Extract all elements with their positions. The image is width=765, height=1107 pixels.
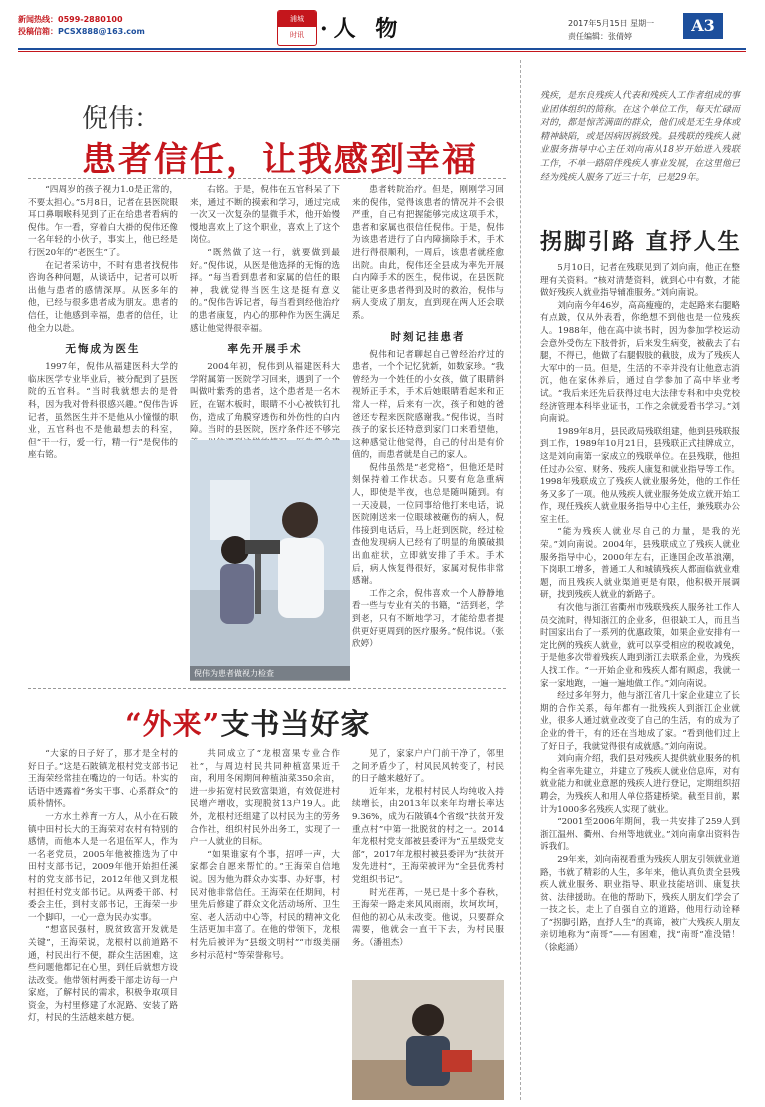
secretary-photo-illustration [352, 980, 504, 1100]
paragraph: 患者转院治疗。但是，刚刚学习回来的倪伟，觉得该患者的情况并不会很严重，自己有把握能够完成这项手术，患者和家属也很信任倪伟。于是，倪伟为该患者进行了白内障摘除手术，手术进行得很顺利，一周后，该患者就痊愈出院。由此，倪伟还全县成为率先开展白内障手术的医生，倪伟说，在县医院能让更多患者得到及时的救治，倪伟与病人变成了朋友，直到现在两人还会联系。 [352, 185, 504, 321]
paragraph: 一方水土养育一方人，从小在石陂镇中田村长大的王海荣对农村有特别的感情，而他本人是一名退伍军人，作为一名老党员，2005年他被推选为了中田村支部书记，2009年他开始担任溪村的党支部书记，2012年他又到龙根村担任村党支部书记。从两委干部、村委会主任，到村支部书记，王海荣一步一个脚印，一心一意为民办实事。 [28, 811, 178, 923]
paragraph: 倪伟虽然是“老党格”，但他还是时刻保持着工作状态。只要有危急重病人，即使是半夜，也总是随叫随到。有一天凌晨，一位同事给他打来电话，说医院刚送来一位眼球被砸伤的病人，倪伟接到电话后，马上赶到医院，经过检查他发现病人已经有了明显的角膜破损出血症状，立即就安排了手术。手术后，病人恢复得很好，家属对倪伟非常感谢。 [352, 462, 504, 587]
badge-bottom: 时讯 [278, 27, 316, 43]
paragraph: 1997年，倪伟从福建医科大学的临床医学专业毕业后，被分配到了县医院的五官科。“当时我就想去的是骨科，因为我对骨科很感兴趣。”倪伟告诉记者，虽然医生并不是他从小憧憬的职业，五官科也不是他最想去的科室，但“干一行，爱一行，精一行”是倪伟的座右铭。 [28, 362, 178, 461]
story2-headline-rest: 支书当好家 [220, 707, 371, 741]
hotline-label: 新闻热线： [18, 15, 58, 24]
subheading: 无悔成为医生 [65, 343, 141, 356]
header-meta [568, 17, 654, 43]
mail-label: 投稿信箱： [18, 27, 58, 36]
paragraph: “既然做了这一行，就要做到最好。”倪伟说，从医是他选择的无悔的选择。“每当看到患者和家属的信任的眼神，我就觉得当医生这是挺有意义的。”倪伟告诉记者，每当看到经他治疗的患者康复，内心的那种作为医生满足感让他觉得很幸福。 [190, 247, 340, 334]
subheading: 时刻记挂患者 [390, 330, 466, 343]
subheading: 率先开展手术 [227, 343, 303, 356]
paragraph: 刘向南今年46岁，高高瘦瘦的，走起路来右腿略有点跛，仅从外表看，你绝想不到他也是一位残疾人。1988年，他在高中读书时，因为参加学校运动会意外受伤左下肢骨折，后来发生病变，被截去了右腿，不得已，他做了右腿假肢的截肢，成为了残疾人大军中的一员。但是，生活的不幸并没有让他意志消沉，他在家休养后，通过自学参加了高中毕业考试。“我后来还先后获得过电大法律专科和中央党校经济管理本科毕业证书，工作之余就爱看书学习。”刘向南说。 [540, 300, 740, 425]
paragraph: 右铭。于是，倪伟在五官科呆了下来，通过不断的摸索和学习，通过完成一次又一次复杂的显微手术，他开始慢慢地喜欢上了这个职业，喜欢上了这个岗位。 [190, 185, 340, 246]
date-line: 2017年5月15日 星期一 [568, 19, 655, 28]
paragraph: “想富民强村，脱贫致富开发就是关键”，王海荣说，龙根村以前道路不通，村民出行不便，群众生活困难，这些问题他都记在心里，到任后就想方设法改变。他带领村两委干部走访每一户家庭，了解村民的需求，积极争取项目资金，为村里修建了水泥路、安装了路灯，村民的生活越来越方便。 [28, 925, 178, 1024]
hotline-value: 0599-2880100 [58, 15, 123, 24]
paragraph: 时光荏苒，一晃已是十多个春秋，王海荣一路走来风风雨雨，坎坷坎坷，但他的初心从未改变。他说，只要群众需要，他就会一直干下去，为村民服务。（潘祖杰） [352, 887, 504, 948]
story3-intro: 残疾，是东良残疾人代表和残疾人工作者组成的事业团体组织的简称。在这个单位工作，每天忙碌而对的，都是惊苦满面的群众，他们成是无生身体或精神缺陷，或是因病因祸致残。县残联的残疾人就业服务指导中心主任刘向南从18岁开始进入残联工作，不单一路陪伴残疾人事业发展，在这里他已经为残疾人服务了近三十年，已是29年。 [540, 91, 740, 183]
story2-column-1 [28, 748, 178, 1025]
paragraph: 29年来，刘向南视看重为残疾人朋友引领就业道路，书就了精彩的人生，多年来，他认真负责全县残疾人就业服务、职业指导、职业技能培训、康复扶贫、法律援助。在他的帮助下，残疾人朋友们学会了一技之长，走上了自强自立的道路，他用行动诠释了“拐脚引路，直抒人生”的真谛，被广大残疾人朋友亲切地称为“南哥”——有困难，找“南哥”准没错！（徐彪涌） [540, 854, 740, 954]
paragraph: 5月10日，记者在残联见到了刘向南，他正在整理有关资料。“核对清楚资料，就到心中有数，才能做好残疾人就业指导辅准服务。”刘向南说。 [540, 263, 740, 299]
story2-headline [125, 702, 370, 743]
section-title: ·人 物 [320, 16, 404, 42]
paragraph: “如果谁家有个事，招呼一声，大家都会自愿来帮忙的。”王海荣自信地说。因为他为群众办实事、办好事，村民对他非常信任。王海荣在任期间，村里先后修建了群众文化活动场所、卫生室、老人活动中心等，村民的精神文化生活更加丰富了。在他的带领下，龙根村先后被评为“县级文明村”“市级美丽乡村示范村”等荣誉称号。 [190, 849, 340, 961]
paragraph: “能为残疾人就业尽自己的力量，是我的光荣。”刘向南说。2004年，县残联成立了残疾人就业服务指导中心，2000年左右，正逢国企改革浪潮，下岗职工增多，普通工人和城镇残疾人都面临就业难题，而且残疾人就业渠道更是有限，他积极开展调研，找到残疾人就业的新路子。 [540, 527, 740, 601]
story3-column [540, 262, 740, 955]
paragraph: 1989年8月，县民政局残联组建，他到县残联报到工作，1989年10月21日，县残联正式挂牌成立，这是刘向南第一家成立的残联单位。在县残联，他担任过办公室、财务、残疾人康复和就业指导等工作。1998年残联成立了残疾人就业服务处，他的工作任务又多了一项。他从残疾人就业服务处成立就开始工作，现任残疾人就业服务指导中心主任，兼残联办公室主任。 [540, 426, 740, 525]
story1-rule [28, 178, 506, 179]
story1-column-2 [190, 184, 340, 462]
story2-column-2 [190, 748, 340, 962]
paragraph: 有次他与浙江省衢州市残联残疾人服务社工作人员交流时，得知浙江的企业多，但很缺工人，而且当时国家出台了一系列的优惠政策，如果企业安排有一定比例的残疾人就业，就可以享受相应的税收减免，于是他多次带着残疾人跑到浙江去联系企业，为残疾人找工作。“一开始企业和残疾人都有顾虑，我就一家一家地跑，一遍一遍地做工作。”刘向南说。 [540, 603, 740, 689]
header-rule-red [18, 51, 746, 52]
page-number: A3 [683, 13, 723, 39]
column-divider [520, 60, 521, 1100]
story3-headline: 拐脚引路 直抒人生 [540, 229, 742, 255]
mail-value: PCSX888@163.com [58, 27, 145, 36]
paragraph: 在记者采访中，不时有患者找倪伟咨询各种问题，从谈话中，记者可以听出他与患者的感情深厚。从医多年的他，已经与很多患者成为朋友。患者的信任，让他感到幸福，患者的信任，让他全力以赴。 [28, 260, 178, 334]
header-rule [18, 48, 746, 50]
photo-caption: 倪伟为患者做视力检查 [190, 666, 350, 681]
masthead-badge [277, 10, 317, 46]
paragraph: “四周岁的孩子视力1.0是正常的，不要太担心。”5月8日，记者在县医院眼耳口鼻咽喉科见到了正在给患者看病的倪伟。乍一看，穿着白大褂的倪伟还像一名年轻的小伙子，事实上，他已经是行医20年的“老医生”了。 [28, 185, 178, 258]
story1-kicker: 倪伟： [82, 104, 161, 134]
secretary-photo [352, 980, 504, 1100]
paragraph: 共同成立了“龙根富果专业合作社”，与周边村民共同种植富果近千亩，利用冬闲期间种植油菜350余亩，进一步拓宽村民致富渠道，有效促进村民增产增收，实现脱贫13户19人。此外，龙根村还组建了以村民为主的劳务合作社，组织村民外出务工，实现了一户一人就业的目标。 [190, 749, 340, 848]
story2-headline-quoted: “外来” [125, 707, 221, 741]
doctor-photo [190, 440, 350, 680]
paragraph: 见了，家家户户门前干净了，邻里之间矛盾少了，村风民风转变了，村民的日子越来越好了。 [352, 749, 504, 785]
story2-column-3 [352, 748, 504, 950]
story1-column-1 [28, 184, 178, 462]
story2-rule [28, 688, 506, 689]
paragraph: 刘向南介绍，我们县对残疾人提供就业服务的机构全省率先建立，并建立了残疾人就业信息库，对有就业能力和就业意愿的残疾人进行登记，定期组织招聘会，为残疾人和用人单位搭建桥梁。截至目前，累计为1000多名残疾人实现了就业。 [540, 754, 740, 815]
paragraph: 经过多年努力，他与浙江省几十家企业建立了长期的合作关系，每年都有一批残疾人到浙江企业就业，很多人通过就业改变了自己的生活，有的成为了企业的骨干，有的还在当地成了家。“看到他们过上了好日子，我就觉得很有成就感。”刘向南说。 [540, 691, 740, 752]
paragraph: 2004年初，倪伟到从福建医科大学附属第一医院学习回来，遇到了一个叫做叶紫秀的患者，这个患者是一名木匠，在锯木板时，眼睛不小心被铁钉扎伤，造成了角膜穿透伤和外伤性的白内障。当时的县医院，医疗条件还不够完 [190, 362, 340, 436]
paragraph: 倪伟和记者聊起自己曾经治疗过的患者，一个个记忆犹新，如数家珍。“我曾经为一个姓任的小女孩，做了眼睛斜视矫正手术，手术后她眼睛看起来和正常人一样，后来有一次，孩子和她的爸爸还专程来医院感谢我。”倪伟说，当时孩子的家长还特意到家门口来看望他，这种感觉让他觉得，自己的付出是有价值的，而患者就是自己的家人。 [352, 349, 504, 461]
story1-headline: 患者信任，让我感到幸福 [82, 140, 478, 180]
story1-column-3 [352, 184, 504, 651]
paragraph: 工作之余，倪伟喜欢一个人静静地看一些与专业有关的书籍，“活到老，学到老，只有不断地学习，才能给患者提供更好更周到的医疗服务。”倪伟说。（张欣婷） [352, 588, 504, 650]
badge-top: 浦城 [278, 11, 316, 27]
header-contact [18, 14, 145, 38]
paragraph: “2001至2006年期间，我一共安排了259人到浙江温州、衢州、台州等地就业。”刘向南拿出资料告诉我们。 [540, 817, 740, 853]
paragraph: “大家的日子好了，那才是全村的好日子。”这是石陂镇龙根村党支部书记王海荣经常挂在嘴边的一句话。朴实的话语中透露着“务实干事、心系群众”的质朴情怀。 [28, 749, 178, 810]
editor-line: 责任编辑：张倩婷 [568, 32, 632, 41]
paragraph: 近年来，龙根村村民人均纯收入持续增长，由2013年以来年均增长率达9.36%，成为石陂镇4个省级“扶贫开发重点村”中第一批脱贫的村之一。2014年龙根村党支部被县委评为“五星级党支部”，2017年龙根村被县委评为“扶贫开发先进村”，王海荣被评为“全县优秀村党组织书记”。 [352, 786, 504, 885]
doctor-photo-illustration [190, 440, 350, 680]
